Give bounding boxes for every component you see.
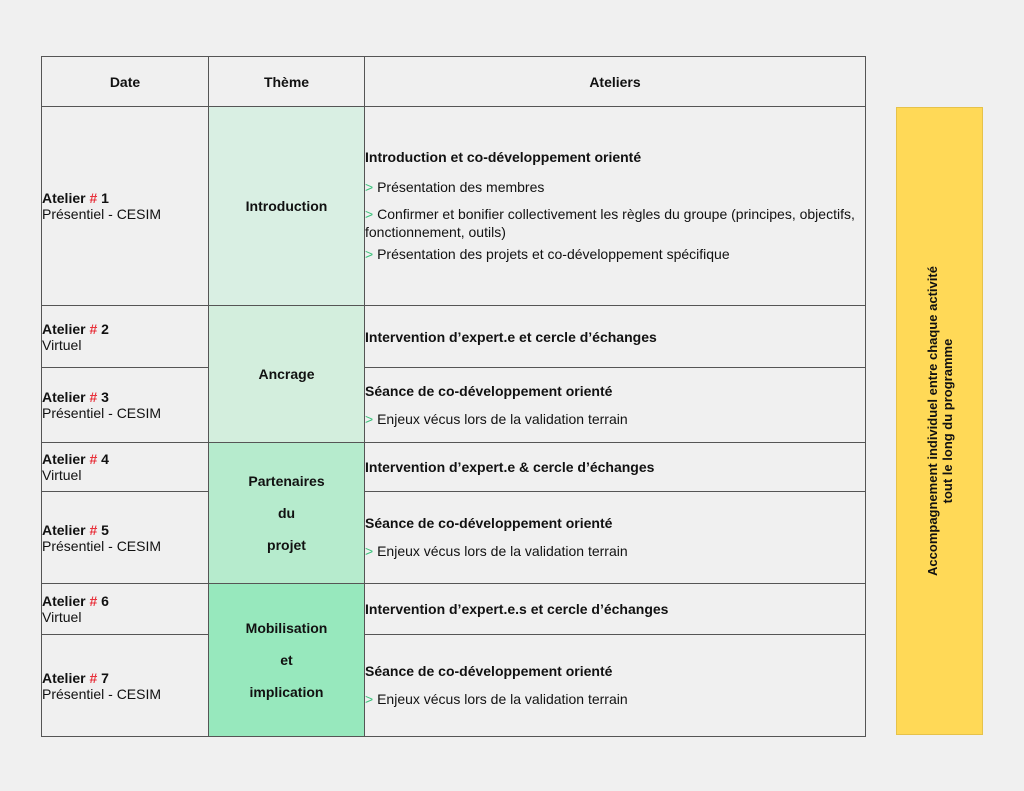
activity-bullet: > Enjeux vécus lors de la validation terrain bbox=[365, 691, 628, 707]
date-cell: Atelier # 2 Virtuel bbox=[42, 306, 209, 368]
activity-bullet: > Enjeux vécus lors de la validation terrain bbox=[365, 410, 628, 427]
activity-title: Séance de co-développement orienté bbox=[365, 515, 613, 531]
activity-cell bbox=[365, 492, 866, 584]
theme-line: Introduction bbox=[245, 198, 328, 214]
atelier-mode: Présentiel - CESIM bbox=[42, 537, 162, 554]
sidebar-text bbox=[925, 121, 955, 721]
activity-cell bbox=[365, 306, 866, 368]
hash-mark: # bbox=[89, 669, 98, 686]
hash-mark: # bbox=[89, 451, 98, 467]
sidebar-line-2: tout le long du programme bbox=[939, 338, 955, 504]
hash-mark: # bbox=[89, 190, 98, 206]
theme-line: Ancrage bbox=[258, 366, 315, 382]
bullet-marker: > bbox=[365, 691, 374, 707]
activity-title: Intervention d’expert.e.s et cercle d’échanges bbox=[365, 601, 669, 617]
theme-line: Partenaires bbox=[248, 473, 325, 489]
activity-bullet: > Présentation des projets et co-développement spécifique bbox=[365, 246, 730, 262]
theme-cell-ancrage bbox=[209, 306, 365, 443]
theme-line: du bbox=[277, 505, 296, 521]
activity-cell bbox=[365, 584, 866, 635]
activity-cell bbox=[365, 635, 866, 737]
activity-cell bbox=[365, 443, 866, 492]
hash-mark: # bbox=[89, 521, 98, 538]
atelier-number: 1 bbox=[97, 190, 109, 206]
theme-line: Mobilisation bbox=[245, 620, 328, 636]
theme-cell-introduction bbox=[209, 107, 365, 306]
theme-cell-mobilisation bbox=[209, 584, 365, 737]
activity-cell bbox=[365, 368, 866, 443]
atelier-mode: Présentiel - CESIM bbox=[42, 206, 162, 222]
table-row bbox=[42, 306, 866, 368]
activity-title: Séance de co-développement orienté bbox=[365, 663, 613, 679]
accompaniment-sidebar bbox=[896, 107, 983, 735]
theme-line: et bbox=[280, 652, 293, 668]
atelier-mode: Virtuel bbox=[42, 467, 82, 483]
hash-mark: # bbox=[89, 320, 98, 337]
atelier-label: Atelier bbox=[42, 190, 90, 206]
bullet-marker: > bbox=[365, 206, 374, 222]
atelier-mode: Virtuel bbox=[42, 336, 82, 353]
bullet-marker: > bbox=[365, 179, 374, 195]
activity-bullet: > Présentation des membres bbox=[365, 179, 545, 195]
schedule-table bbox=[41, 56, 866, 737]
theme-cell-partenaires bbox=[209, 443, 365, 584]
activity-cell bbox=[365, 107, 866, 306]
theme-line: implication bbox=[249, 684, 324, 700]
table-row bbox=[42, 107, 866, 306]
table-row bbox=[42, 635, 866, 737]
activity-title: Introduction et co-développement orienté bbox=[365, 149, 642, 165]
activity-title: Séance de co-développement orienté bbox=[365, 382, 613, 399]
date-cell: Atelier # 4 Virtuel bbox=[42, 443, 209, 492]
table-row bbox=[42, 368, 866, 443]
bullet-marker: > bbox=[365, 410, 374, 427]
atelier-mode: Virtuel bbox=[42, 609, 82, 625]
bullet-marker: > bbox=[365, 246, 374, 262]
sidebar-line-1: Accompagnement individuel entre chaque activité bbox=[924, 266, 940, 576]
header-date: Date bbox=[42, 57, 209, 107]
atelier-mode: Présentiel - CESIM bbox=[42, 685, 162, 702]
date-cell: Atelier # 6 Virtuel bbox=[42, 584, 209, 635]
header-ateliers: Ateliers bbox=[365, 57, 866, 107]
hash-mark: # bbox=[89, 593, 98, 609]
theme-line: projet bbox=[267, 537, 306, 553]
date-cell: Atelier # 3 Présentiel - CESIM bbox=[42, 368, 209, 443]
header-row bbox=[42, 57, 866, 107]
bullet-marker: > bbox=[365, 543, 374, 559]
activity-bullet: > Confirmer et bonifier collectivement les règles du groupe (principes, objectifs, fonctionnement, outils) bbox=[365, 206, 855, 240]
date-cell: Atelier # 5 Présentiel - CESIM bbox=[42, 492, 209, 584]
activity-title: Intervention d’expert.e et cercle d’échanges bbox=[365, 328, 657, 345]
table-row bbox=[42, 443, 866, 492]
table-row bbox=[42, 492, 866, 584]
atelier-mode: Présentiel - CESIM bbox=[42, 405, 162, 421]
activity-bullet: > Enjeux vécus lors de la validation terrain bbox=[365, 543, 628, 559]
hash-mark: # bbox=[89, 389, 98, 405]
date-cell: Atelier # 7 Présentiel - CESIM bbox=[42, 635, 209, 737]
header-theme: Thème bbox=[209, 57, 365, 107]
activity-title: Intervention d’expert.e & cercle d’échanges bbox=[365, 459, 655, 475]
table-row bbox=[42, 584, 866, 635]
date-cell bbox=[42, 107, 209, 306]
